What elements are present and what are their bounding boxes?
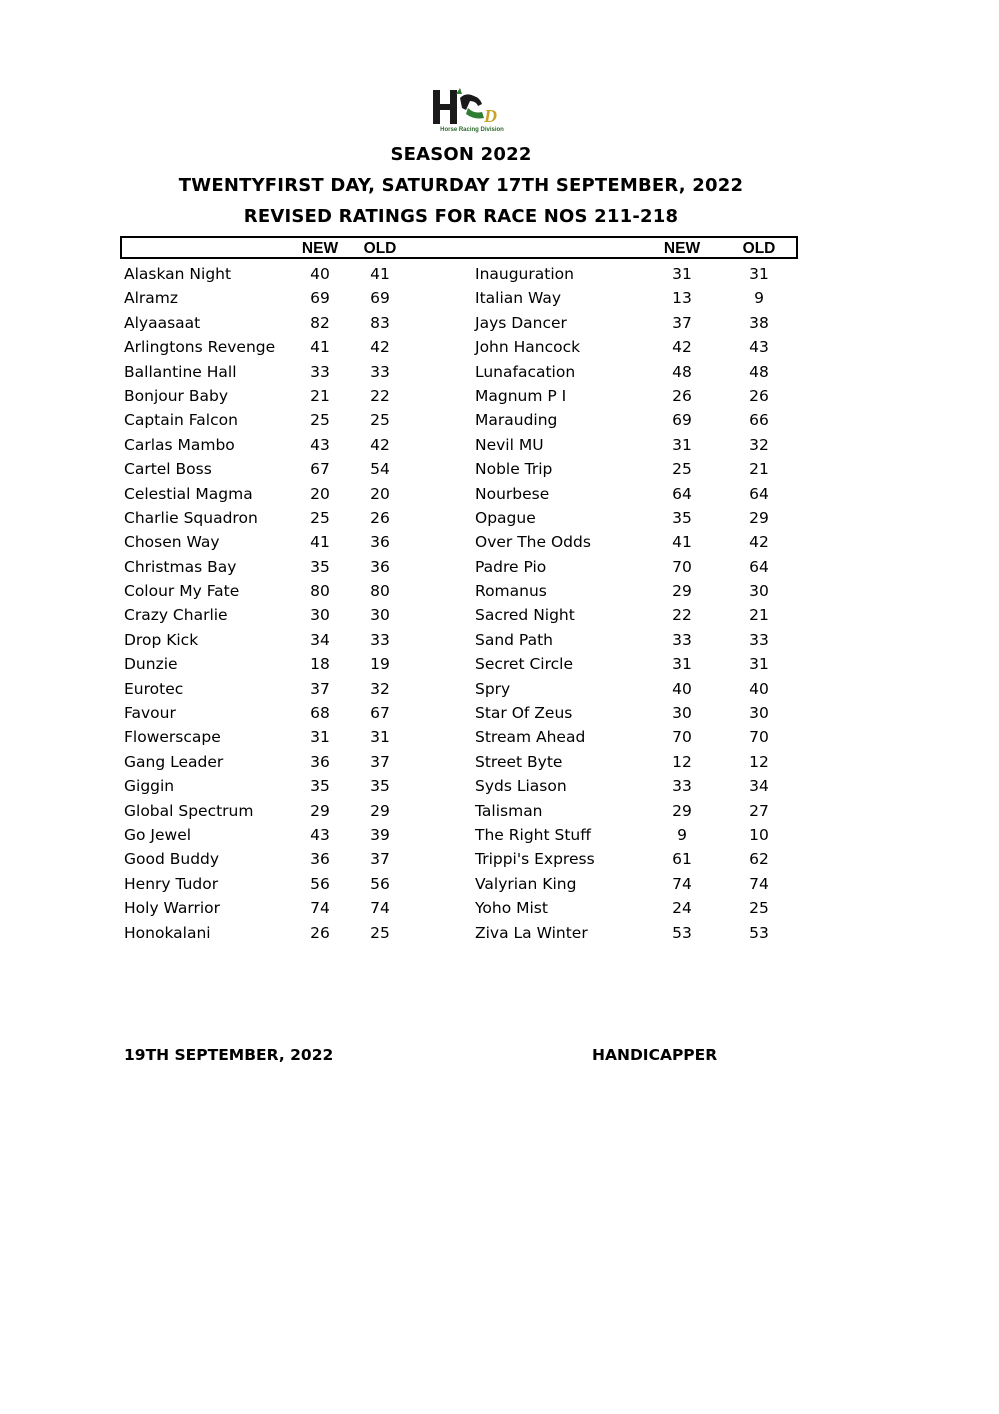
horse-name-left: Good Buddy xyxy=(124,850,220,869)
rating-new-right: 64 xyxy=(672,484,692,503)
rating-old-left: 42 xyxy=(370,338,390,357)
horse-name-left: Bonjour Baby xyxy=(124,386,228,405)
rating-old-right: 74 xyxy=(749,874,769,893)
table-row xyxy=(0,433,999,457)
horse-name-left: Gang Leader xyxy=(124,752,224,771)
horse-name-left: Global Spectrum xyxy=(124,801,254,820)
rating-new-left: 40 xyxy=(310,265,330,283)
table-row xyxy=(0,701,999,725)
rating-old-left: 67 xyxy=(370,704,390,723)
rating-new-right: 53 xyxy=(672,923,692,942)
rating-new-left: 20 xyxy=(310,484,330,503)
rating-old-right: 32 xyxy=(749,435,769,454)
rating-old-left: 32 xyxy=(370,679,390,698)
rating-old-left: 42 xyxy=(370,435,390,454)
header-new-right: NEW xyxy=(663,240,701,257)
horse-name-right: Sacred Night xyxy=(475,606,575,625)
horse-name-right: Noble Trip xyxy=(475,460,553,479)
rating-old-left: 25 xyxy=(370,411,390,430)
rating-old-right: 53 xyxy=(749,923,769,942)
rating-new-left: 33 xyxy=(310,362,330,381)
rating-new-right: 9 xyxy=(677,825,687,844)
horse-name-left: Carlas Mambo xyxy=(124,435,235,454)
rating-old-left: 31 xyxy=(370,728,390,747)
table-row xyxy=(0,750,999,774)
table-row xyxy=(0,530,999,554)
rating-old-right: 27 xyxy=(749,801,769,820)
header-new-left: NEW xyxy=(301,240,339,257)
table-row xyxy=(0,628,999,652)
rating-new-left: 82 xyxy=(310,313,330,332)
horse-name-right: Marauding xyxy=(475,411,558,430)
horse-name-left: Giggin xyxy=(124,777,175,796)
horse-name-right: Ziva La Winter xyxy=(475,923,588,942)
table-row xyxy=(0,457,999,481)
rating-old-right: 31 xyxy=(749,655,769,674)
rating-new-left: 34 xyxy=(310,630,330,649)
rating-new-right: 29 xyxy=(672,801,692,820)
rating-new-right: 48 xyxy=(672,362,692,381)
horse-name-right: Italian Way xyxy=(475,289,562,308)
rating-old-left: 22 xyxy=(370,386,390,405)
rating-old-right: 43 xyxy=(749,338,769,357)
table-row xyxy=(0,408,999,432)
rating-old-left: 56 xyxy=(370,874,390,893)
rating-old-left: 37 xyxy=(370,850,390,869)
table-row xyxy=(0,335,999,359)
rating-new-right: 70 xyxy=(672,728,692,747)
rating-new-right: 69 xyxy=(672,411,692,430)
rating-new-left: 37 xyxy=(310,679,330,698)
table-row xyxy=(0,847,999,871)
rating-old-right: 31 xyxy=(749,265,769,283)
rating-new-left: 36 xyxy=(310,752,330,771)
rating-new-left: 30 xyxy=(310,606,330,625)
rating-new-left: 74 xyxy=(310,899,330,918)
horse-name-right: Talisman xyxy=(475,801,543,820)
rating-old-left: 83 xyxy=(370,313,390,332)
table-row xyxy=(0,603,999,627)
rating-new-left: 41 xyxy=(310,533,330,552)
horse-name-left: Holy Warrior xyxy=(124,899,221,918)
rating-new-right: 24 xyxy=(672,899,692,918)
rating-new-left: 26 xyxy=(310,923,330,942)
horse-name-left: Alyaasaat xyxy=(124,313,201,332)
rating-old-left: 37 xyxy=(370,752,390,771)
rating-old-right: 34 xyxy=(749,777,769,796)
horse-name-right: Inauguration xyxy=(475,265,574,283)
rating-new-right: 37 xyxy=(672,313,692,332)
rating-new-left: 43 xyxy=(310,825,330,844)
rating-new-right: 31 xyxy=(672,435,692,454)
footer-signature: HANDICAPPER xyxy=(592,1046,718,1064)
horse-name-right: Star Of Zeus xyxy=(475,704,573,723)
horse-name-right: Magnum P I xyxy=(475,386,567,405)
rating-old-left: 29 xyxy=(370,801,390,820)
horse-name-right: Opague xyxy=(475,508,536,527)
rating-new-left: 68 xyxy=(310,704,330,723)
table-row xyxy=(0,579,999,603)
table-row xyxy=(0,482,999,506)
rating-new-left: 36 xyxy=(310,850,330,869)
horse-name-right: Valyrian King xyxy=(475,874,577,893)
rating-old-left: 20 xyxy=(370,484,390,503)
horse-name-left: Chosen Way xyxy=(124,533,220,552)
horse-name-left: Cartel Boss xyxy=(124,460,212,479)
table-row xyxy=(0,506,999,530)
table-row xyxy=(0,555,999,579)
table-row xyxy=(0,384,999,408)
horse-name-left: Eurotec xyxy=(124,679,184,698)
rating-old-right: 10 xyxy=(749,825,769,844)
rating-new-left: 25 xyxy=(310,508,330,527)
horse-name-right: Trippi's Express xyxy=(475,850,595,869)
horse-name-left: Honokalani xyxy=(124,923,211,942)
rating-new-left: 67 xyxy=(310,460,330,479)
table-row xyxy=(0,921,999,945)
table-row xyxy=(0,896,999,920)
ratings-table xyxy=(0,262,999,945)
rating-old-right: 70 xyxy=(749,728,769,747)
rating-new-right: 26 xyxy=(672,386,692,405)
rating-new-right: 31 xyxy=(672,265,692,283)
rating-old-right: 48 xyxy=(749,362,769,381)
rating-old-left: 74 xyxy=(370,899,390,918)
rating-old-right: 64 xyxy=(749,484,769,503)
horse-name-left: Favour xyxy=(124,704,176,723)
table-row xyxy=(0,872,999,896)
rating-old-right: 21 xyxy=(749,460,769,479)
rating-old-right: 42 xyxy=(749,533,769,552)
rating-new-left: 80 xyxy=(310,582,330,601)
rating-old-left: 54 xyxy=(370,460,390,479)
season-title: SEASON 2022 xyxy=(390,144,532,165)
table-row xyxy=(0,774,999,798)
rating-new-right: 31 xyxy=(672,655,692,674)
table-row xyxy=(0,286,999,310)
rating-old-left: 35 xyxy=(370,777,390,796)
horse-name-right: Jays Dancer xyxy=(475,313,567,332)
rating-old-left: 69 xyxy=(370,289,390,308)
horse-name-left: Alramz xyxy=(124,289,179,308)
horse-name-left: Ballantine Hall xyxy=(124,362,237,381)
rating-new-right: 29 xyxy=(672,582,692,601)
rating-old-right: 21 xyxy=(749,606,769,625)
rating-old-right: 9 xyxy=(754,289,764,308)
horse-name-left: Alaskan Night xyxy=(124,265,232,283)
rating-old-right: 62 xyxy=(749,850,769,869)
rating-new-right: 35 xyxy=(672,508,692,527)
rating-new-right: 40 xyxy=(672,679,692,698)
svg-text:D: D xyxy=(484,106,497,126)
header-old-right: OLD xyxy=(742,240,776,257)
table-row xyxy=(0,311,999,335)
rating-new-left: 69 xyxy=(310,289,330,308)
rating-old-right: 12 xyxy=(749,752,769,771)
rating-old-left: 39 xyxy=(370,825,390,844)
rating-new-right: 30 xyxy=(672,704,692,723)
horse-name-left: Drop Kick xyxy=(124,630,199,649)
horse-name-right: Yoho Mist xyxy=(475,899,548,918)
rating-new-left: 35 xyxy=(310,557,330,576)
horse-name-left: Go Jewel xyxy=(124,825,192,844)
rating-old-right: 33 xyxy=(749,630,769,649)
horse-name-left: Colour My Fate xyxy=(124,582,240,601)
horse-name-right: Secret Circle xyxy=(475,655,573,674)
rating-new-right: 33 xyxy=(672,630,692,649)
rating-new-right: 22 xyxy=(672,606,692,625)
header-old-left: OLD xyxy=(363,240,397,257)
table-row xyxy=(0,652,999,676)
rating-old-right: 40 xyxy=(749,679,769,698)
rating-old-right: 64 xyxy=(749,557,769,576)
logo-caption: Horse Racing Division xyxy=(440,127,504,133)
horse-name-right: Syds Liason xyxy=(475,777,567,796)
rating-new-left: 18 xyxy=(310,655,330,674)
rating-new-right: 25 xyxy=(672,460,692,479)
footer-date: 19TH SEPTEMBER, 2022 xyxy=(124,1046,334,1064)
rating-new-left: 31 xyxy=(310,728,330,747)
rating-old-left: 30 xyxy=(370,606,390,625)
horse-logo-icon xyxy=(430,88,514,128)
rating-old-left: 36 xyxy=(370,533,390,552)
ratings-heading: REVISED RATINGS FOR RACE NOS 211-218 xyxy=(243,206,679,227)
rating-old-right: 29 xyxy=(749,508,769,527)
rating-old-left: 33 xyxy=(370,362,390,381)
rating-new-left: 35 xyxy=(310,777,330,796)
horse-name-right: Over The Odds xyxy=(475,533,591,552)
horse-name-right: Spry xyxy=(475,679,511,698)
horse-name-right: Padre Pio xyxy=(475,557,547,576)
rating-old-left: 36 xyxy=(370,557,390,576)
horse-name-left: Arlingtons Revenge xyxy=(124,338,276,357)
rating-old-left: 80 xyxy=(370,582,390,601)
horse-name-right: Nourbese xyxy=(475,484,550,503)
horse-name-right: John Hancock xyxy=(475,338,581,357)
rating-old-left: 41 xyxy=(370,265,390,283)
rating-old-left: 19 xyxy=(370,655,390,674)
rating-new-left: 21 xyxy=(310,386,330,405)
rating-old-right: 26 xyxy=(749,386,769,405)
horse-name-right: Nevil MU xyxy=(475,435,544,454)
horse-name-right: Sand Path xyxy=(475,630,553,649)
rating-new-right: 13 xyxy=(672,289,692,308)
table-row xyxy=(0,262,999,286)
horse-name-left: Christmas Bay xyxy=(124,557,237,576)
rating-old-right: 30 xyxy=(749,582,769,601)
rating-old-left: 25 xyxy=(370,923,390,942)
rating-old-right: 25 xyxy=(749,899,769,918)
table-row xyxy=(0,823,999,847)
horse-name-left: Dunzie xyxy=(124,655,178,674)
rating-new-right: 70 xyxy=(672,557,692,576)
horse-name-right: The Right Stuff xyxy=(475,825,591,844)
rating-old-right: 38 xyxy=(749,313,769,332)
rating-new-left: 41 xyxy=(310,338,330,357)
horse-name-left: Henry Tudor xyxy=(124,874,219,893)
rating-new-right: 33 xyxy=(672,777,692,796)
rating-old-left: 33 xyxy=(370,630,390,649)
rating-new-right: 12 xyxy=(672,752,692,771)
rating-old-right: 66 xyxy=(749,411,769,430)
rating-new-right: 41 xyxy=(672,533,692,552)
rating-new-left: 56 xyxy=(310,874,330,893)
horse-name-left: Celestial Magma xyxy=(124,484,253,503)
rating-new-left: 25 xyxy=(310,411,330,430)
horse-name-right: Stream Ahead xyxy=(475,728,586,747)
rating-new-right: 74 xyxy=(672,874,692,893)
rating-new-right: 42 xyxy=(672,338,692,357)
day-title: TWENTYFIRST DAY, SATURDAY 17TH SEPTEMBER, 2022 xyxy=(178,175,744,196)
table-row xyxy=(0,725,999,749)
horse-name-right: Lunafacation xyxy=(475,362,576,381)
rating-new-right: 61 xyxy=(672,850,692,869)
rating-old-right: 30 xyxy=(749,704,769,723)
horse-name-left: Captain Falcon xyxy=(124,411,238,430)
horse-name-left: Charlie Squadron xyxy=(124,508,258,527)
table-row xyxy=(0,360,999,384)
table-row xyxy=(0,799,999,823)
horse-name-right: Romanus xyxy=(475,582,547,601)
horse-name-right: Street Byte xyxy=(475,752,563,771)
rating-new-left: 43 xyxy=(310,435,330,454)
rating-old-left: 26 xyxy=(370,508,390,527)
horse-name-left: Crazy Charlie xyxy=(124,606,228,625)
table-row xyxy=(0,677,999,701)
horse-name-left: Flowerscape xyxy=(124,728,221,747)
hrd-logo xyxy=(430,88,514,138)
rating-new-left: 29 xyxy=(310,801,330,820)
